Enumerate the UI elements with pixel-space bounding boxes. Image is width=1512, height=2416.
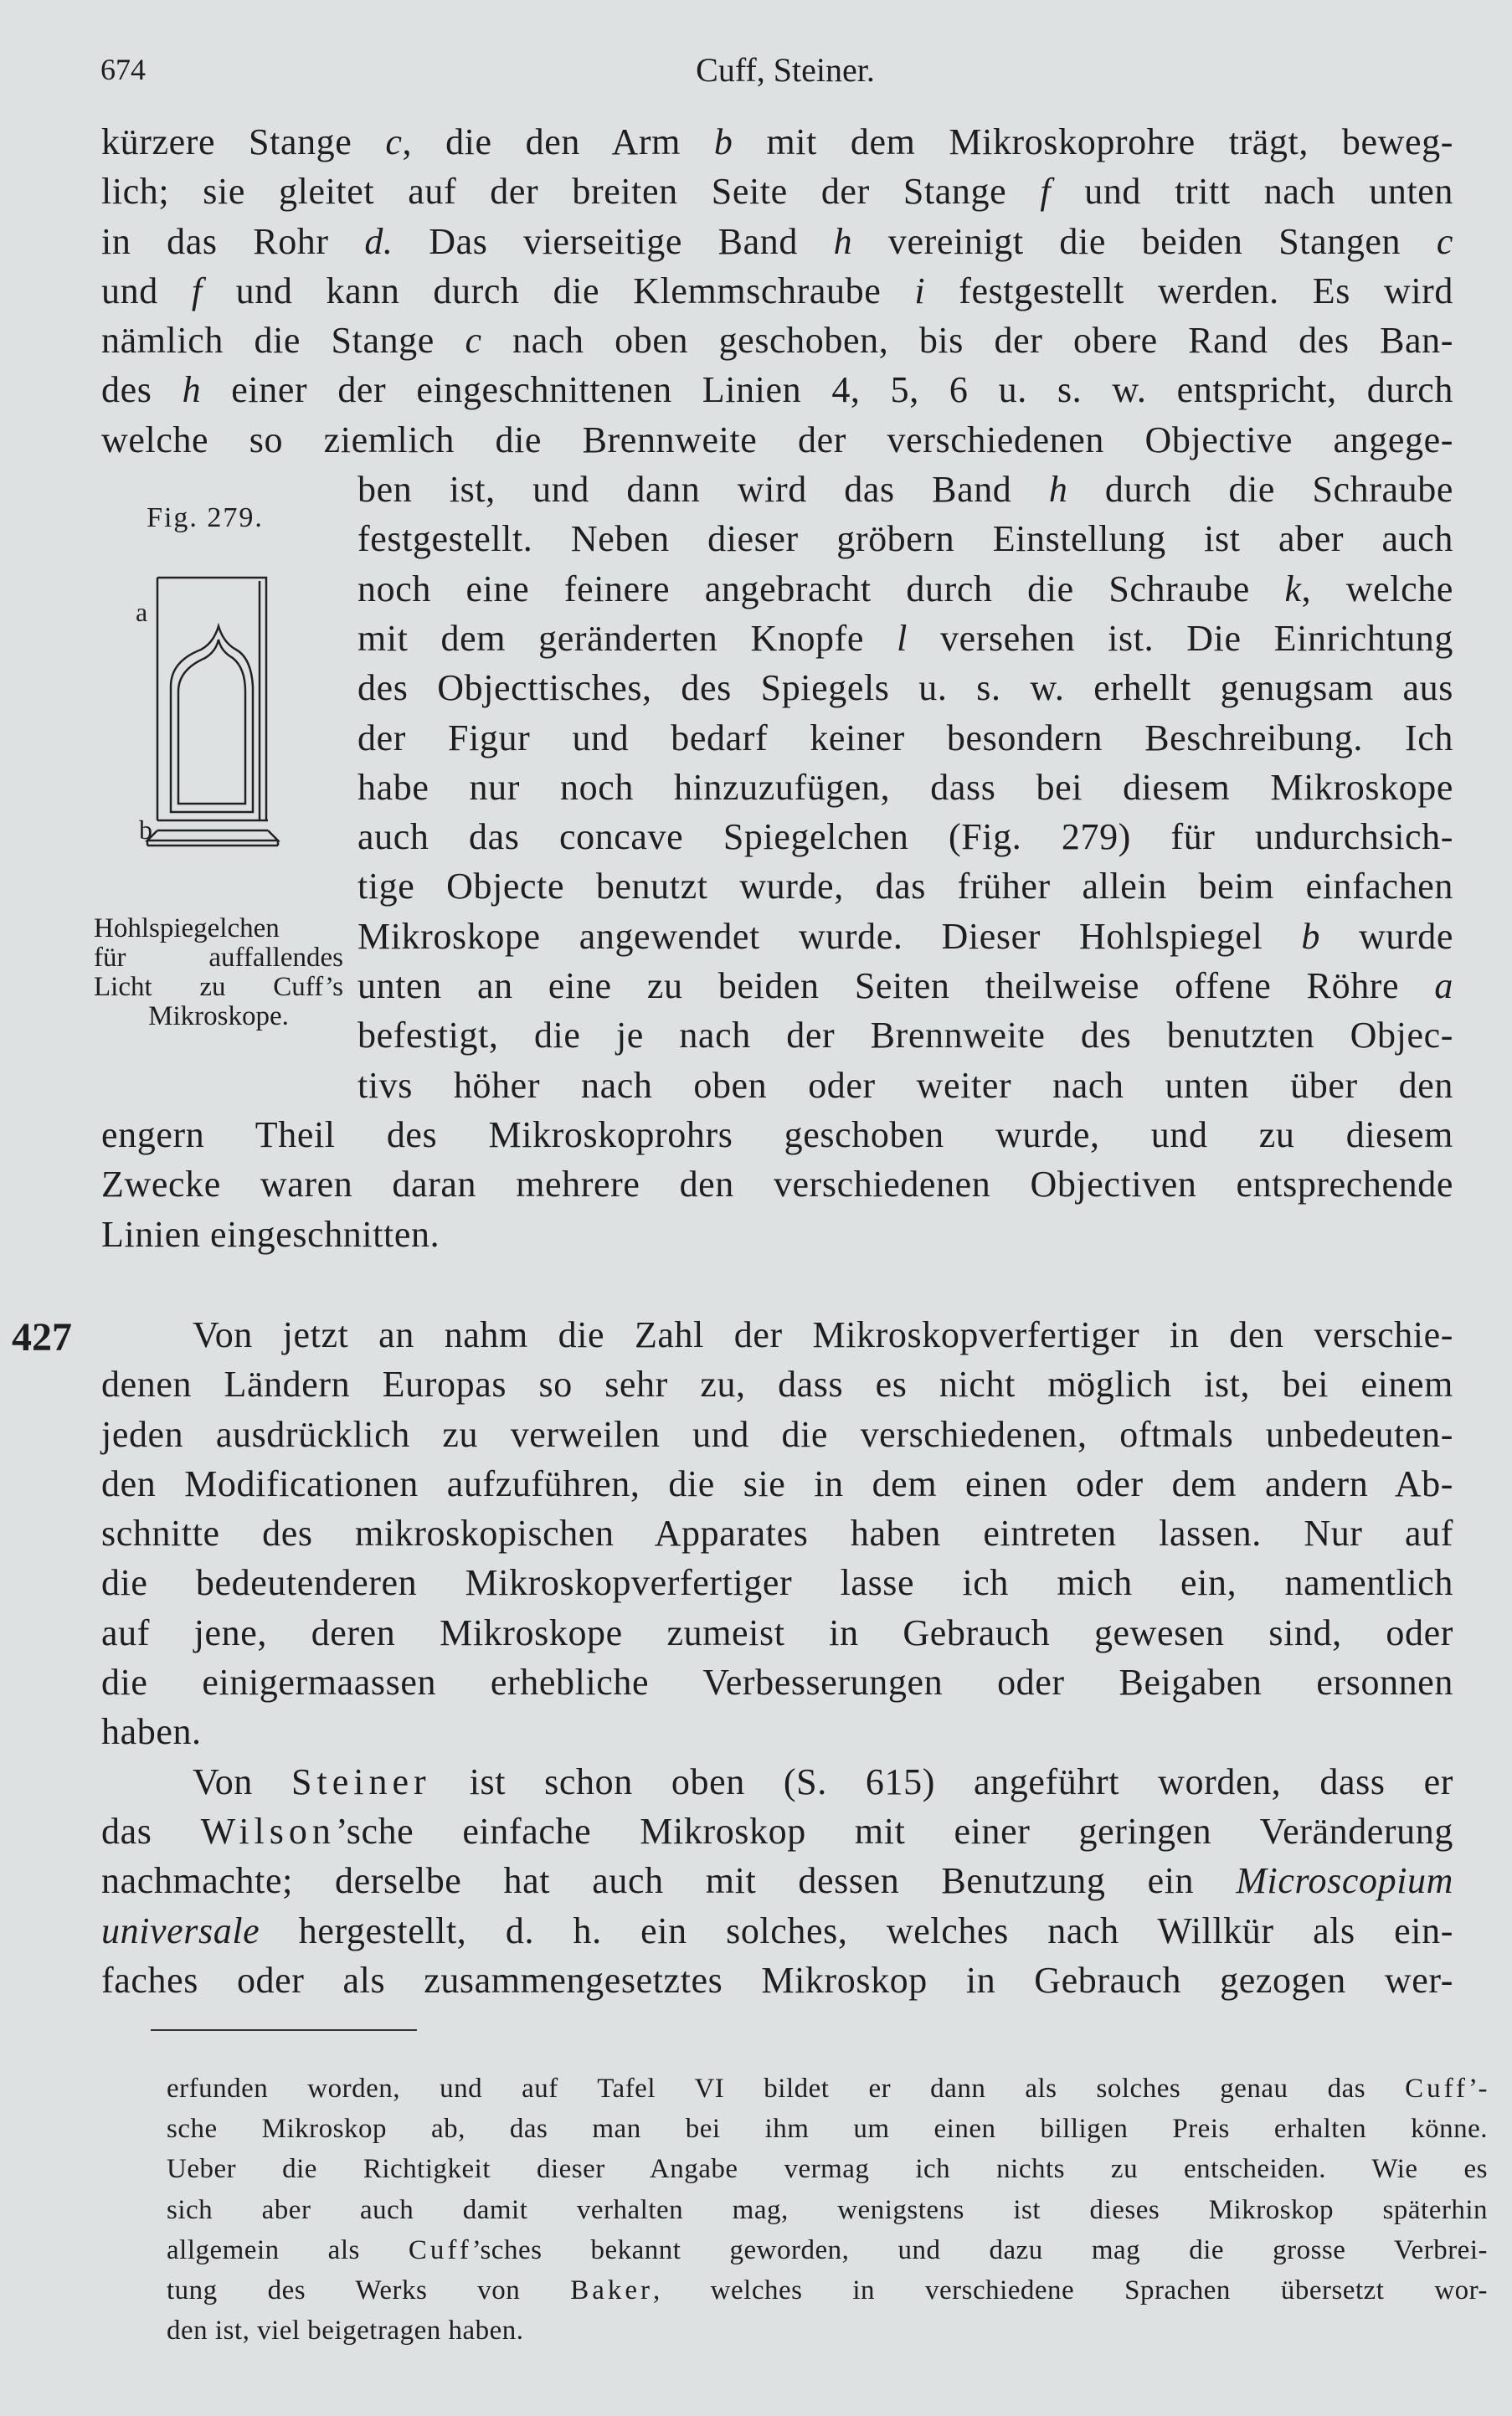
text-line [101,1410,1453,1459]
text-line [101,415,1453,465]
text-line [101,316,1453,365]
text-run: tivs höher nach oben oder weiter nach unten über den [357,1064,1453,1106]
italic-text: c [465,320,482,362]
text-run: mit dem geränderten Knopfe [357,617,897,659]
text-line [101,1856,1453,1905]
text-run: Von [193,1761,291,1802]
text-line [101,217,1453,266]
text-line [357,465,1453,514]
text-line [101,1159,1453,1209]
text-run: jeden ausdrücklich zu verweilen und die verschiedenen, oftmals unbedeuten- [101,1413,1453,1455]
italic-text: f [191,270,203,311]
caption-line: Licht zu Cuff’s [94,972,343,1002]
text-line [101,1360,1453,1409]
text-run: schnitte des mikroskopischen Apparates haben eintreten lassen. Nur auf [101,1513,1453,1555]
text-line [357,912,1453,961]
figure-part-b: b [139,815,152,845]
caption-line: für auffallendes [94,943,343,973]
italic-text: universale [101,1910,260,1951]
text-line [167,2149,1488,2189]
text-run: ’- [1468,2074,1488,2104]
text-run: auf jene, deren Mikroskope zumeist in Gebrauch gewesen sind, oder [101,1612,1453,1653]
text-line [357,614,1453,663]
text-run: allgemein als [167,2234,409,2265]
italic-text: k [1284,568,1302,609]
text-line [101,1459,1453,1509]
text-run: tung des Werks von [167,2275,571,2305]
text-run: Ueber die Richtigkeit dieser Angabe vermag ich nichts zu entscheiden. Wie es [167,2154,1488,2185]
text-run: Mikroskope angewendet wurde. Dieser Hohlspiegel [357,915,1302,957]
text-line [101,266,1453,316]
spaced-name: Steiner [291,1761,431,1802]
text-line [357,663,1453,712]
text-run: , die den Arm [402,121,714,162]
italic-text: h [1048,469,1068,511]
text-line [101,1707,1453,1756]
text-line [357,763,1453,812]
text-line [357,564,1453,614]
italic-text: Microscopium [1236,1860,1453,1902]
text-run: ben ist, und dann wird das Band [357,469,1049,511]
text-run: einer der eingeschnittenen Linien 4, 5, 6 u. s. w. entspricht, durch [201,369,1453,411]
text-line [167,2311,1488,2351]
spaced-name: Cuff [408,2234,472,2265]
text-run: auch das concave Spiegelchen (Fig. 279) für undurchsich- [357,816,1453,858]
text-line [101,1956,1453,2005]
text-run: denen Ländern Europas so sehr zu, dass es nicht möglich ist, bei einem [101,1364,1453,1406]
text-line [101,117,1453,167]
text-run: ’sche einfache Mikroskop mit einer geringen Veränderung [335,1810,1453,1852]
text-run: durch die Schraube [1067,469,1453,511]
text-line [101,167,1453,216]
text-run: der Figur und bedarf keiner besondern Beschreibung. Ich [357,717,1453,758]
footnote-block [167,2069,1488,2351]
text-line [167,2069,1488,2109]
text-line [167,2190,1488,2230]
text-run: sich aber auch damit verhalten mag, wenigstens ist dieses Mikroskop späterhin [167,2194,1488,2225]
text-run: lich; sie gleitet auf der breiten Seite der Stange [101,171,1041,213]
text-line [167,2230,1488,2270]
text-run: faches oder als zusammengesetztes Mikroskop in Gebrauch gezogen wer- [101,1959,1453,2001]
text-run: den Modificationen aufzuführen, die sie in dem einen oder dem andern Ab- [101,1462,1453,1504]
text-run: Das vierseitige Band [393,220,834,262]
text-run: festgestellt werden. Es wird [925,270,1453,311]
main-text-block [101,117,1453,1259]
text-run: ist schon oben (S. 615) angeführt worden, dass er [430,1761,1454,1802]
figure-caption [94,914,343,1031]
text-line [101,1906,1453,1956]
text-run: kürzere Stange [101,121,386,162]
text-run: und kann durch die Klemmschraube [202,270,915,311]
spaced-name: Wilson [200,1810,336,1852]
italic-text: b [1301,915,1320,957]
page-number: 674 [100,53,146,86]
figure-label: Fig. 279. [147,502,264,533]
text-line [101,1110,1453,1159]
text-line [357,812,1453,861]
text-run: und tritt nach unten [1051,171,1454,213]
text-run: hergestellt, d. h. ein solches, welches nach Willkür als ein- [260,1910,1453,1951]
text-run: das [101,1810,201,1852]
text-line [101,1658,1453,1707]
italic-text: c [385,121,403,162]
text-line [101,1210,1453,1259]
figure-part-a: a [136,597,148,627]
footnote-divider [151,2029,417,2031]
text-run: nämlich die Stange [101,320,465,362]
spaced-name: Cuff [1405,2074,1469,2104]
text-line [101,1509,1453,1558]
text-run: in das Rohr [101,220,365,262]
italic-text: h [182,369,202,411]
text-run: erfunden worden, und auf Tafel VI bildet er dann als solches genau das [167,2074,1406,2104]
section-number: 427 [12,1315,72,1360]
text-run: haben. [101,1711,202,1753]
text-line [101,1807,1453,1856]
text-run: und [101,270,192,311]
text-run: Linien eingeschnitten. [101,1213,440,1255]
italic-text: d. [364,220,393,262]
text-run: engern Theil des Mikroskoprohrs geschoben wurde, und zu diesem [101,1113,1453,1155]
text-run: mit dem Mikroskoprohre trägt, beweg- [733,121,1453,162]
text-run: die einigermaassen erhebliche Verbesserungen oder Beigaben ersonnen [101,1662,1453,1704]
text-run: sche Mikroskop ab, das man bei ihm um einen billigen Preis erhalten könne. [167,2114,1488,2145]
caption-line: Mikroskope. [148,1001,289,1031]
text-line [101,365,1453,414]
italic-text: a [1434,965,1453,1007]
text-run: wurde [1319,915,1453,957]
spaced-name: Baker [570,2275,654,2305]
section-text-block [101,1310,1453,2005]
text-line [101,1310,1453,1360]
text-line [167,2270,1488,2311]
text-line [357,1061,1453,1110]
text-run: vereinigt die beiden Stangen [852,220,1437,262]
text-line [357,961,1453,1010]
text-run: befestigt, die je nach der Brennweite des benutzten Objec- [357,1015,1453,1056]
text-line [167,2109,1488,2149]
text-run: den ist, viel beigetragen haben. [167,2316,524,2347]
text-run: Zwecke waren daran mehrere den verschiedenen Objectiven entsprechende [101,1164,1453,1205]
text-run: des [101,369,183,411]
text-run: unten an eine zu beiden Seiten theilweise offene Röhre [357,965,1435,1007]
italic-text: c [1436,220,1453,262]
text-run: habe nur noch hinzuzufügen, dass bei diesem Mikroskope [357,766,1453,808]
text-line [357,514,1453,563]
caption-line: Hohlspiegelchen [94,913,280,943]
text-run: tige Objecte benutzt wurde, das früher allein beim einfachen [357,866,1453,907]
text-run: festgestellt. Neben dieser gröbern Einstellung ist aber auch [357,518,1453,560]
text-line [357,861,1453,911]
text-line [101,1757,1453,1807]
text-run: die bedeutenderen Mikroskopverfertiger lasse ich mich ein, namentlich [101,1562,1453,1604]
text-line [101,1558,1453,1607]
italic-text: i [914,270,926,311]
italic-text: l [897,617,908,659]
text-line [357,713,1453,763]
text-run: des Objecttisches, des Spiegels u. s. w. erhellt genugsam aus [357,667,1453,709]
text-run: noch eine feinere angebracht durch die Schraube [357,568,1285,609]
text-run: welche so ziemlich die Brennweite der verschiedenen Objective angege- [101,419,1453,460]
text-run: ’sches bekannt geworden, und dazu mag die grosse Verbrei- [471,2234,1488,2265]
text-run: , welches in verschiedene Sprachen übersetzt wor- [653,2275,1488,2305]
italic-text: b [713,121,733,162]
italic-text: h [833,220,853,262]
text-line [101,1608,1453,1658]
text-run: versehen ist. Die Einrichtung [907,617,1454,659]
text-run: nachmachte; derselbe hat auch mit dessen Benutzung ein [101,1860,1237,1902]
running-head: Cuff, Steiner. [696,51,875,89]
text-run: , welche [1301,568,1453,609]
text-run: Von jetzt an nahm die Zahl der Mikroskopverfertiger in den verschie- [193,1314,1453,1355]
italic-text: f [1040,171,1052,213]
concave-mirror-figure [126,569,293,871]
text-run: nach oben geschoben, bis der obere Rand des Ban- [481,320,1454,362]
text-line [357,1010,1453,1060]
